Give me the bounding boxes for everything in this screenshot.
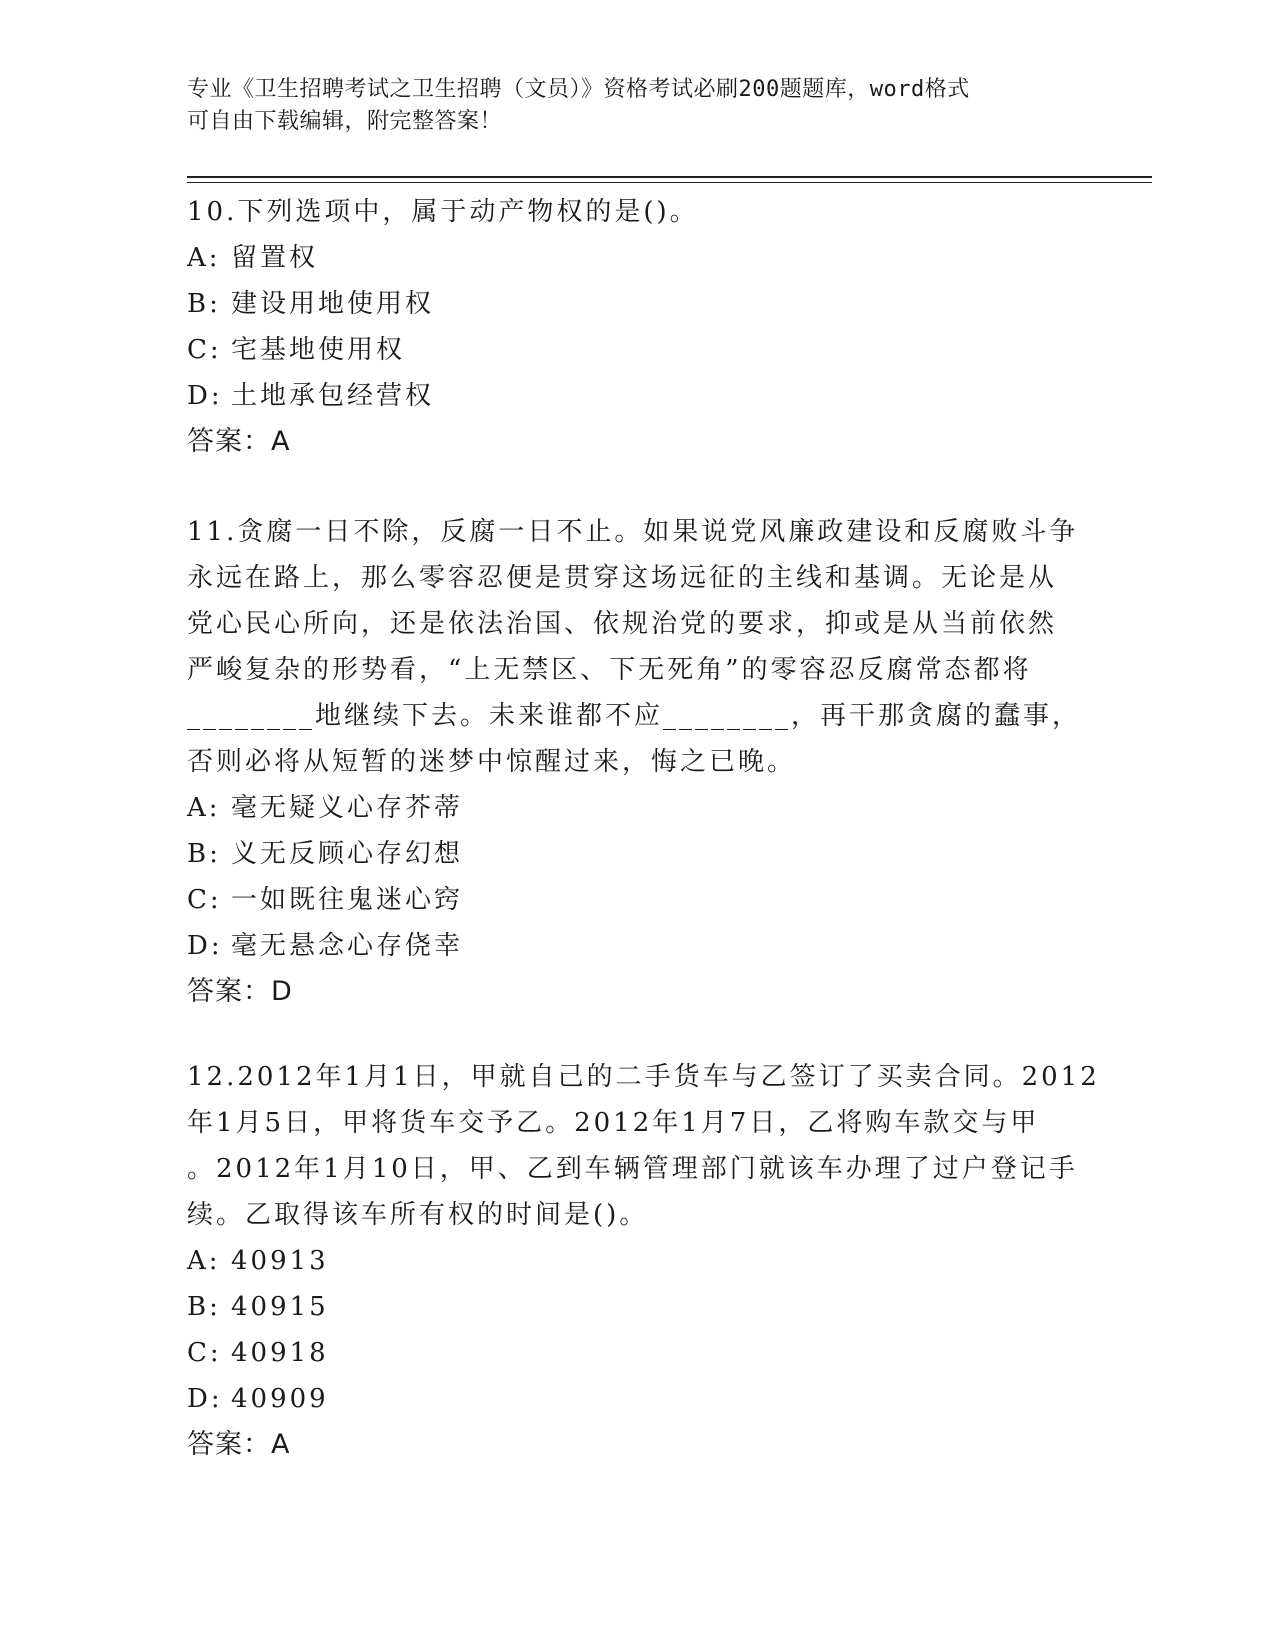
option-a: [187, 785, 1087, 831]
option-key: D:: [187, 1384, 223, 1414]
header-title-line-1: 专业《卫生招聘考试之卫生招聘（文员）》资格考试必刷200题题库，word格式: [187, 77, 970, 102]
answer-line: 答案：A: [187, 426, 291, 457]
option-key: D:: [187, 381, 223, 411]
question-stem-line: 。2012年1月10日，甲、乙到车辆管理部门就该车办理了过户登记手: [187, 1154, 1078, 1184]
question-stem-line: 续。乙取得该车所有权的时间是()。: [187, 1200, 649, 1230]
option-text: 毫无悬念心存侥幸: [231, 931, 464, 961]
option-text: 留置权: [231, 243, 319, 273]
option-d: [187, 373, 1087, 419]
option-text: 土地承包经营权: [231, 381, 435, 411]
option-b: [187, 1284, 1087, 1330]
question-11: [187, 509, 1087, 1015]
option-b: [187, 831, 1087, 877]
option-key: C:: [187, 335, 222, 365]
option-key: C:: [187, 1338, 222, 1368]
option-key: B:: [187, 289, 221, 319]
answer-line: 答案：D: [187, 976, 293, 1007]
option-text: 40909: [231, 1384, 329, 1414]
answer-line: 答案：A: [187, 1429, 291, 1460]
option-key: B:: [187, 839, 221, 869]
option-b: [187, 281, 1087, 327]
option-text: 毫无疑义心存芥蒂: [231, 793, 464, 823]
option-key: D:: [187, 931, 223, 961]
option-a: [187, 1238, 1087, 1284]
option-text: 40918: [231, 1338, 329, 1368]
question-stem-line: 年1月5日，甲将货车交予乙。2012年1月7日，乙将购车款交与甲: [187, 1108, 1040, 1138]
header-divider-thin: [187, 182, 1152, 183]
question-stem-line: 永远在路上，那么零容忍便是贯穿这场远征的主线和基调。无论是从: [187, 563, 1058, 593]
option-key: A:: [187, 243, 221, 273]
header-title-line-2: 可自由下载编辑，附完整答案！: [187, 109, 503, 134]
option-key: A:: [187, 793, 221, 823]
question-10: [187, 189, 1087, 465]
option-key: C:: [187, 885, 222, 915]
header-divider-thick: [187, 176, 1152, 178]
question-stem-line: 党心民心所向，还是依法治国、依规治党的要求，抑或是从当前依然: [187, 609, 1058, 639]
option-d: [187, 923, 1087, 969]
option-key: A:: [187, 1246, 221, 1276]
option-text: 40915: [231, 1292, 329, 1322]
question-stem-line: ________地继续下去。未来谁都不应________，再干那贪腐的蠢事，: [187, 701, 1082, 731]
document-header: [187, 74, 1067, 138]
option-c: [187, 1330, 1087, 1376]
question-stem-line: 11.贪腐一日不除，反腐一日不止。如果说党风廉政建设和反腐败斗争: [187, 517, 1079, 547]
option-a: [187, 235, 1087, 281]
question-stem: 10.下列选项中，属于动产物权的是()。: [187, 197, 699, 227]
option-text: 建设用地使用权: [231, 289, 435, 319]
option-text: 义无反顾心存幻想: [231, 839, 464, 869]
option-text: 40913: [231, 1246, 329, 1276]
option-c: [187, 327, 1087, 373]
option-text: 宅基地使用权: [231, 335, 406, 365]
question-stem-line: 12.2012年1月1日，甲就自己的二手货车与乙签订了买卖合同。2012: [187, 1062, 1100, 1092]
option-text: 一如既往鬼迷心窍: [231, 885, 464, 915]
option-c: [187, 877, 1087, 923]
question-stem-line: 否则必将从短暂的迷梦中惊醒过来，悔之已晚。: [187, 747, 797, 777]
question-12: [187, 1054, 1100, 1468]
option-key: B:: [187, 1292, 221, 1322]
option-d: [187, 1376, 1087, 1422]
question-stem-line: 严峻复杂的形势看，“上无禁区、下无死角”的零容忍反腐常态都将: [187, 655, 1032, 685]
